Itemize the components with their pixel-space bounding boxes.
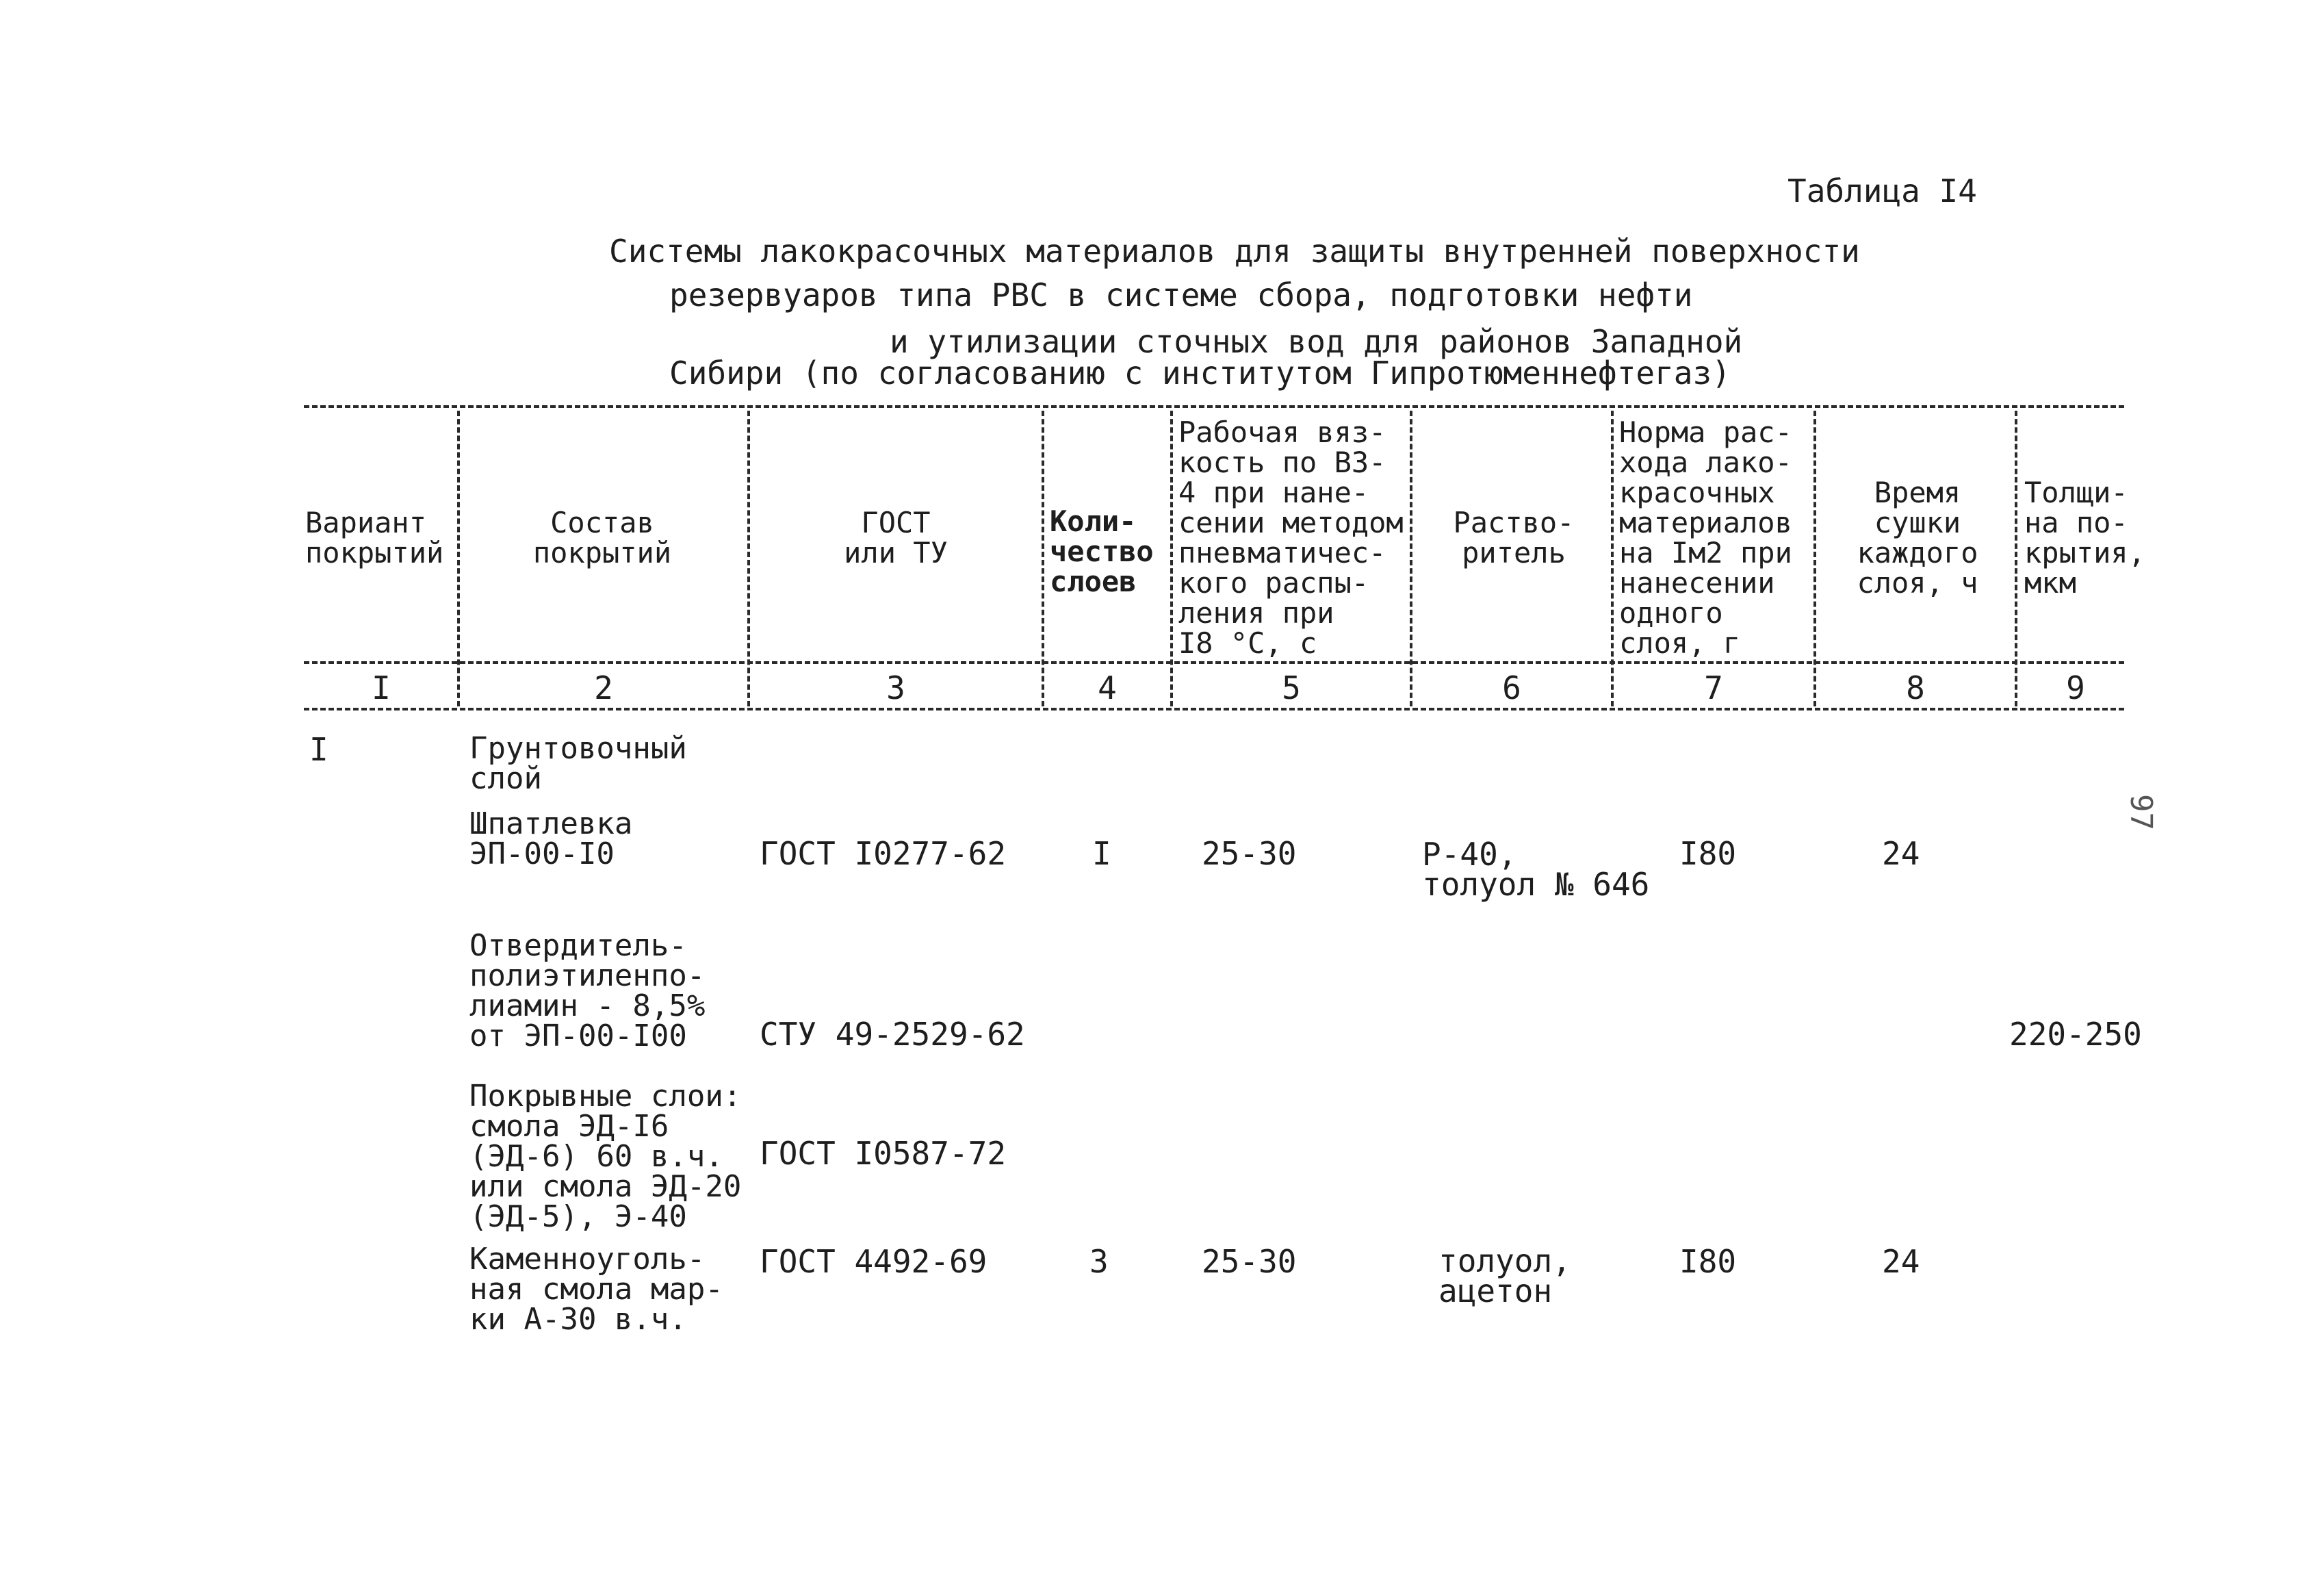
row-viscosity: 25-30 bbox=[1202, 1243, 1297, 1280]
row-layers: 3 bbox=[1089, 1243, 1109, 1280]
row-composition: Покрывные слои: смола ЭД-I6 (ЭД-6) 60 в.ч. или смола ЭД-20 (ЭД-5), Э-40 bbox=[469, 1079, 742, 1234]
column-number-4: 4 bbox=[1098, 669, 1117, 706]
header-viscosity: Рабочая вяз- кость по ВЗ- 4 при нане- сении методом пневматичес- кого распы- ления при I8 °С, с bbox=[1178, 415, 1404, 660]
row-norm: I80 bbox=[1679, 1243, 1737, 1280]
row-solvent: Р-40, толуол № 646 bbox=[1422, 836, 1650, 903]
header-gost: ГОСТ или ТУ bbox=[844, 506, 948, 569]
table-title-line-4: Сибири (по согласованию с институтом Гипротюменнефтегаз) bbox=[669, 355, 1731, 392]
header-composition: Состав покрытий bbox=[532, 506, 672, 569]
column-separator bbox=[1042, 411, 1044, 706]
column-number-8: 8 bbox=[1906, 669, 1925, 706]
column-separator bbox=[1813, 411, 1816, 706]
column-number-2: 2 bbox=[594, 669, 613, 706]
page-number: 97 bbox=[2123, 794, 2158, 830]
row-composition: Шпатлевка ЭП-00-I0 bbox=[469, 806, 633, 871]
column-numbers-rule bbox=[304, 708, 2124, 710]
row-variant: I bbox=[309, 731, 328, 768]
row-thickness: 220-250 bbox=[2009, 1016, 2142, 1053]
row-solvent: толуол, ацетон bbox=[1438, 1242, 1571, 1309]
row-gost: ГОСТ I0277-62 bbox=[760, 835, 1007, 872]
row-composition: Отвердитель- полиэтиленпо- лиамин - 8,5% от ЭП-00-I00 bbox=[469, 928, 706, 1053]
header-thickness: Толщи- на по- крытия, мкм bbox=[2024, 476, 2146, 600]
column-number-3: 3 bbox=[886, 669, 905, 706]
row-composition: Каменноуголь- ная смола мар- ки А-30 в.ч. bbox=[469, 1242, 723, 1337]
row-composition: Грунтовочный слой bbox=[469, 731, 687, 796]
row-drying: 24 bbox=[1882, 1243, 1920, 1280]
row-drying: 24 bbox=[1882, 835, 1920, 872]
table-title-line-3: и утилизации сточных вод для районов Западной bbox=[890, 323, 1743, 360]
table-title-line-1: Системы лакокрасочных материалов для защиты внутренней поверхности bbox=[609, 233, 1860, 270]
column-number-9: 9 bbox=[2066, 669, 2085, 706]
row-layers: I bbox=[1092, 835, 1111, 872]
header-variant: Вариант покрытий bbox=[305, 506, 444, 569]
table-top-rule bbox=[304, 405, 2124, 408]
header-solvent: Раство- ритель bbox=[1453, 506, 1575, 569]
table-label: Таблица I4 bbox=[1787, 172, 1977, 209]
row-viscosity: 25-30 bbox=[1202, 835, 1297, 872]
row-gost: ГОСТ 4492-69 bbox=[760, 1243, 987, 1280]
header-norm: Норма рас- хода лако- красочных материалов на Iм2 при нанесении одного слоя, г bbox=[1619, 415, 1792, 660]
column-separator bbox=[1170, 411, 1173, 706]
column-number-5: 5 bbox=[1282, 669, 1301, 706]
header-bottom-rule bbox=[304, 661, 2124, 664]
column-separator bbox=[1410, 411, 1412, 706]
row-gost: СТУ 49-2529-62 bbox=[760, 1016, 1025, 1053]
header-drying: Время сушки каждого слоя, ч bbox=[1857, 476, 1978, 600]
column-separator bbox=[2015, 411, 2017, 706]
column-number-1: I bbox=[372, 669, 391, 706]
column-separator bbox=[747, 411, 750, 706]
column-number-7: 7 bbox=[1704, 669, 1723, 706]
column-separator bbox=[457, 411, 460, 706]
row-norm: I80 bbox=[1679, 835, 1737, 872]
column-number-6: 6 bbox=[1502, 669, 1521, 706]
header-layers: Коли- чество слоев bbox=[1050, 504, 1154, 598]
column-separator bbox=[1611, 411, 1614, 706]
table-title-line-2: резервуаров типа РВС в системе сбора, подготовки нефти bbox=[669, 277, 1693, 313]
row-gost: ГОСТ I0587-72 bbox=[760, 1135, 1007, 1172]
